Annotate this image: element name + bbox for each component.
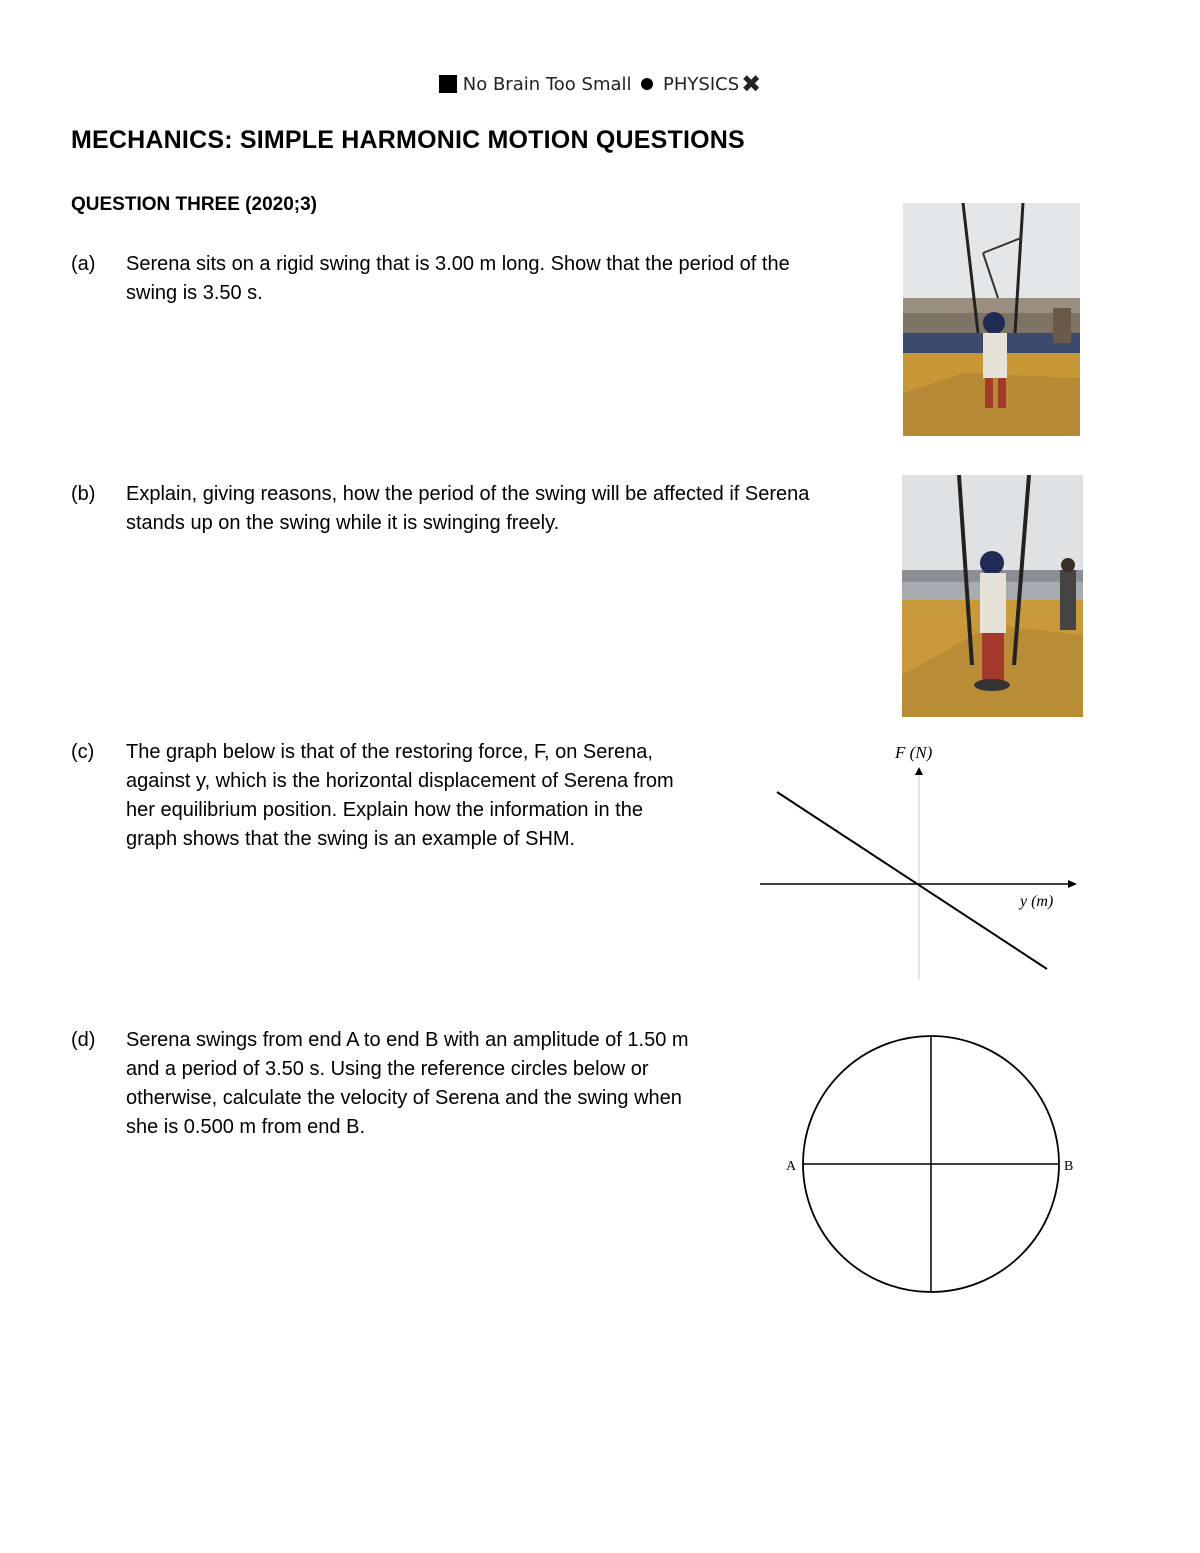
part-label: (c): [71, 741, 95, 763]
swing-seated-photo: [903, 203, 1080, 436]
part-line: her equilibrium position. Explain how the information in the: [126, 799, 643, 821]
part-line: graph shows that the swing is an example of SHM.: [126, 828, 576, 850]
brain-logo-icon: [439, 75, 457, 93]
part-line: stands up on the swing while it is swinging freely.: [126, 512, 560, 534]
part-line: Explain, giving reasons, how the period of the swing will be affected if Serena: [126, 483, 810, 505]
x-axis-arrow: [1068, 880, 1077, 888]
part-line: against y, which is the horizontal displacement of Serena from: [126, 770, 674, 792]
part-line: swing is 3.50 s.: [126, 282, 263, 304]
force-displacement-graph: [755, 740, 1085, 985]
part-label: (d): [71, 1029, 96, 1051]
page-title: MECHANICS: SIMPLE HARMONIC MOTION QUESTIONS: [71, 126, 745, 154]
point-b-label: B: [1064, 1159, 1074, 1174]
y-axis-arrow: [915, 767, 923, 775]
header-brand: No Brain Too Small: [462, 74, 632, 95]
reference-circle: [780, 1030, 1080, 1300]
question-heading: QUESTION THREE (2020;3): [71, 194, 317, 215]
part-line: Serena swings from end A to end B with an amplitude of 1.50 m: [126, 1029, 689, 1051]
force-line: [777, 792, 1047, 969]
x-axis-label: y (m): [1020, 893, 1054, 910]
part-label: (b): [71, 483, 96, 505]
part-line: and a period of 3.50 s. Using the reference circles below or: [126, 1058, 649, 1080]
point-a-label: A: [786, 1159, 797, 1174]
part-line: The graph below is that of the restoring force, F, on Serena,: [126, 741, 653, 763]
y-axis-label: F (N): [895, 743, 933, 762]
part-line: Serena sits on a rigid swing that is 3.00 m long. Show that the period of the: [126, 253, 790, 275]
part-line: otherwise, calculate the velocity of Serena and the swing when: [126, 1087, 682, 1109]
cross-icon: ✖: [741, 70, 762, 98]
swing-standing-photo: [902, 475, 1083, 717]
page-header: [0, 70, 1200, 98]
part-label: (a): [71, 253, 96, 275]
part-line: she is 0.500 m from end B.: [126, 1116, 366, 1138]
bullet-icon: [641, 78, 653, 90]
header-subject: PHYSICS: [663, 74, 740, 95]
